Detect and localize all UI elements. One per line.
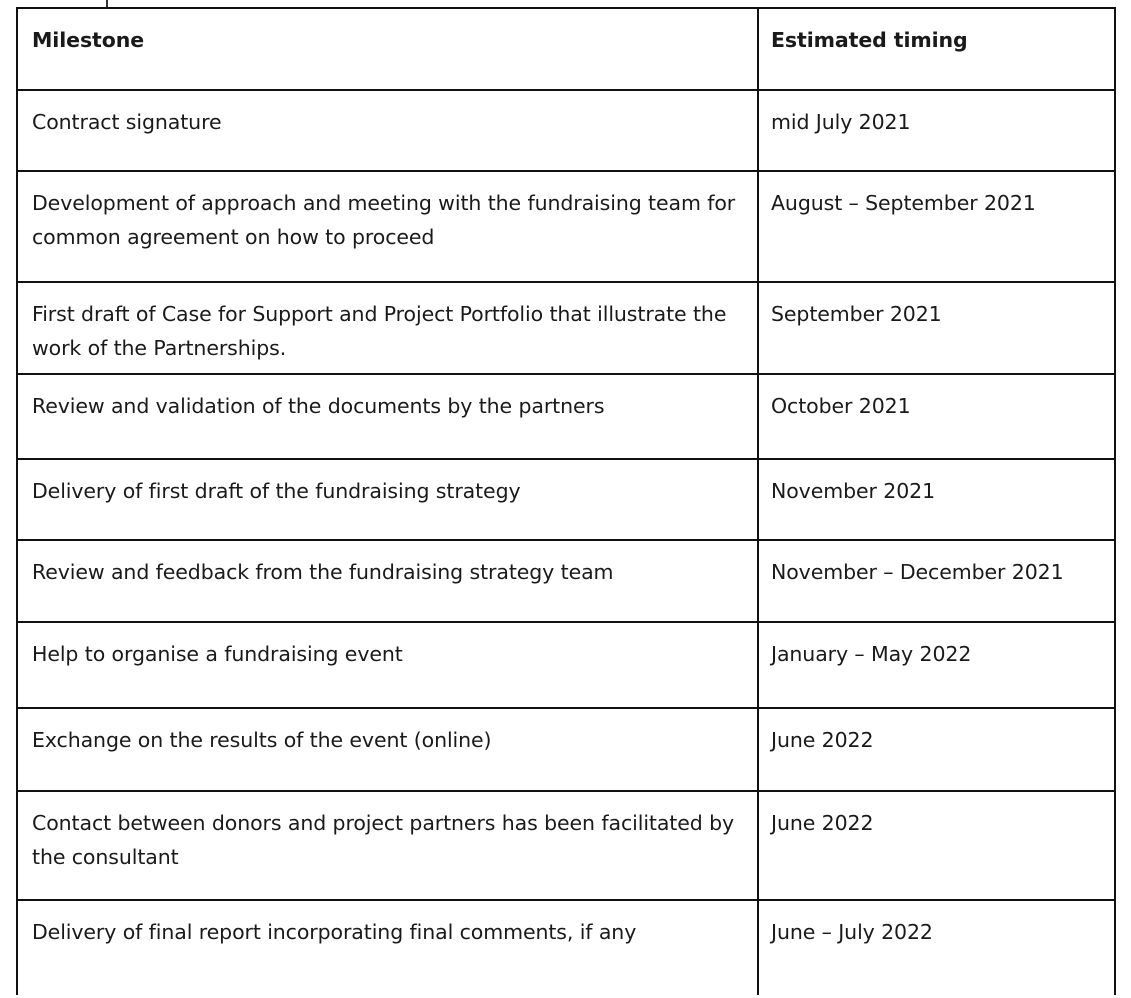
header-estimated-timing: Estimated timing [758,8,1115,90]
table-row [17,900,1115,995]
table-row [17,90,1115,171]
header-milestone: Milestone [17,8,758,90]
timing-cell: June 2022 [758,791,1115,900]
milestone-cell: Exchange on the results of the event (online) [17,708,758,791]
milestone-table [16,7,1116,995]
milestone-cell: First draft of Case for Support and Project Portfolio that illustrate the work of the Partnerships. [17,282,758,374]
table-row [17,791,1115,900]
timing-cell: mid July 2021 [758,90,1115,171]
table-row [17,374,1115,459]
milestone-cell: Review and validation of the documents by the partners [17,374,758,459]
timing-cell: November 2021 [758,459,1115,540]
milestone-cell: Delivery of final report incorporating final comments, if any [17,900,758,995]
milestone-cell: Delivery of first draft of the fundraising strategy [17,459,758,540]
table-row [17,622,1115,708]
timing-cell: August – September 2021 [758,171,1115,282]
timing-cell: October 2021 [758,374,1115,459]
table-row [17,171,1115,282]
table-row [17,708,1115,791]
table-row [17,282,1115,374]
milestone-cell: Contract signature [17,90,758,171]
timing-cell: June 2022 [758,708,1115,791]
timing-cell: November – December 2021 [758,540,1115,622]
table-row [17,540,1115,622]
table-header-row [17,8,1115,90]
timing-cell: June – July 2022 [758,900,1115,995]
milestone-cell: Review and feedback from the fundraising strategy team [17,540,758,622]
table-row [17,459,1115,540]
milestone-cell: Help to organise a fundraising event [17,622,758,708]
timing-cell: September 2021 [758,282,1115,374]
milestone-cell: Development of approach and meeting with the fundraising team for common agreement on how to proceed [17,171,758,282]
milestone-cell: Contact between donors and project partners has been facilitated by the consultant [17,791,758,900]
timing-cell: January – May 2022 [758,622,1115,708]
